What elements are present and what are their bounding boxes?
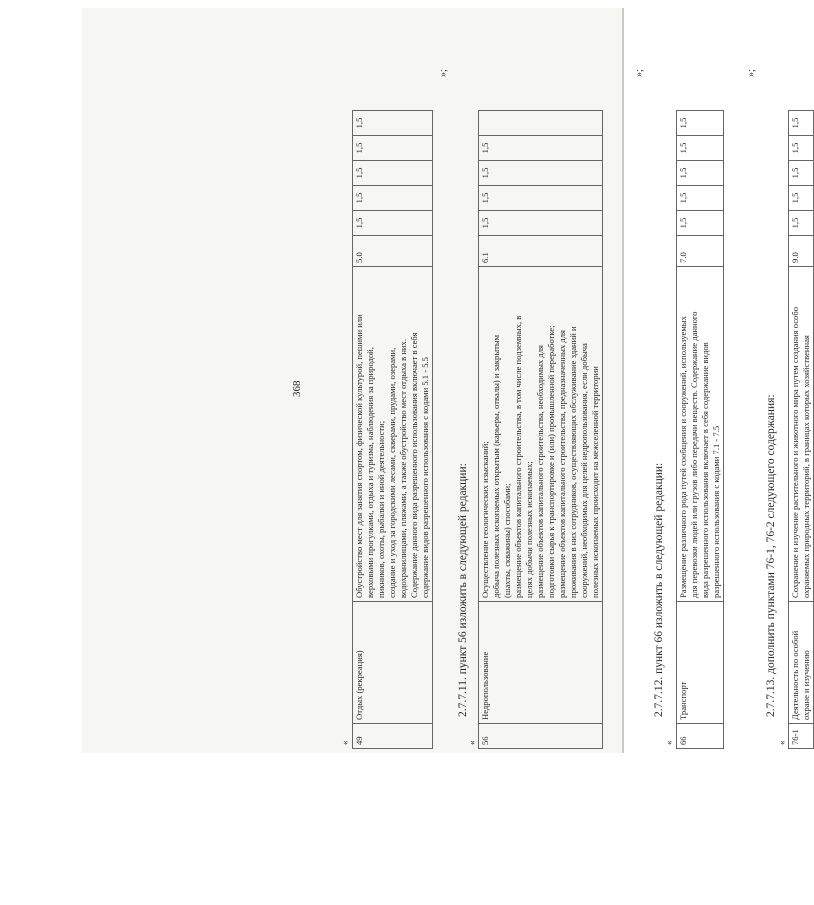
description-line: подготовки сырья к транспортировке и (или) промышленной переработке; xyxy=(546,325,556,598)
row-number: 66 xyxy=(677,724,724,749)
description-line: добыча полезных ископаемых открытым (карьеры, отвалы) и закрытым xyxy=(491,334,501,598)
description-line: верховыми прогулками, отдыха и туризма, наблюдения за природой, xyxy=(365,347,375,598)
use-type-code: 7.0 xyxy=(677,236,724,267)
description-line: создание и уход за городскими лесами, скверами, прудами, озерами, xyxy=(387,347,397,598)
use-type-name: Транспорт xyxy=(677,602,724,724)
row-number: 56 xyxy=(479,724,603,749)
use-type-description xyxy=(353,267,433,602)
close-quote: »; xyxy=(746,69,757,77)
close-quote: »; xyxy=(438,69,449,77)
description-line: вида разрешенного использования включает в себя содержание видов xyxy=(700,342,710,598)
row-number: 49 xyxy=(353,724,433,749)
coefficient-value: 1,5 xyxy=(789,186,814,211)
coefficient-value: 1,5 xyxy=(353,211,433,236)
use-type-code: 9.0 xyxy=(789,236,814,267)
description-line: Осуществление геологических изысканий; xyxy=(480,441,490,598)
description-line: Содержание данного вида разрешенного использования включает в себя xyxy=(409,332,419,598)
description-line: целях добычи полезных ископаемых; xyxy=(524,461,534,598)
table-row-56 xyxy=(478,110,603,749)
use-type-code: 6.1 xyxy=(479,236,603,267)
description-line: разрешенного использования с кодами 7.1 - 7.5 xyxy=(711,425,721,598)
open-quote: « xyxy=(664,740,674,745)
description-line: (шахты, скважины) способами; xyxy=(502,483,512,598)
table-row-49 xyxy=(352,110,433,749)
use-type-description xyxy=(479,267,603,602)
coefficient-value: 1,5 xyxy=(677,211,724,236)
table-row xyxy=(677,111,724,749)
coefficient-value: 1,5 xyxy=(353,186,433,211)
coefficient-value: 1,5 xyxy=(789,111,814,136)
coefficient-value: 1,5 xyxy=(789,211,814,236)
page-number: 368 xyxy=(291,380,303,397)
use-type-description xyxy=(789,267,814,602)
use-type-name: Деятельность по особой охране и изучению xyxy=(789,602,814,724)
coefficient-value: 1,5 xyxy=(789,161,814,186)
coefficient-value: 1,5 xyxy=(677,111,724,136)
coefficient-value: 1,5 xyxy=(479,161,603,186)
coefficient-empty xyxy=(479,111,603,136)
description-line: для перевозки людей или грузов либо передачи веществ. Содержание данного xyxy=(689,311,699,598)
use-type-name: Отдых (рекреация) xyxy=(353,602,433,724)
description-line: охраняемых природных территорий, в границах которых хозяйственная xyxy=(801,335,811,598)
rotated-document-content xyxy=(82,8,811,753)
coefficient-value: 1,5 xyxy=(479,136,603,161)
table-row xyxy=(479,111,603,749)
description-line: Сохранение и изучение растительного и животного мира путем создания особо xyxy=(790,306,800,598)
table-row xyxy=(353,111,433,749)
coefficient-value: 1,5 xyxy=(353,111,433,136)
table-row-76-1 xyxy=(788,110,814,749)
open-quote: « xyxy=(777,740,787,745)
open-quote: « xyxy=(340,740,350,745)
description-line: содержание видов разрешенного использования с кодами 5.1 - 5.5 xyxy=(420,357,430,598)
description-line: полезных ископаемых происходит на межселенной территории xyxy=(590,366,600,598)
use-type-code: 5.0 xyxy=(353,236,433,267)
coefficient-value: 1,5 xyxy=(353,161,433,186)
description-line: Размещение различного рода путей сообщения и сооружений, используемых xyxy=(678,316,688,598)
coefficient-value: 1,5 xyxy=(677,186,724,211)
coefficient-value: 1,5 xyxy=(479,186,603,211)
description-line: размещение объектов капитального строительства, в том числе подземных, в xyxy=(513,315,523,598)
description-line: пикников, охоты, рыбалки и иной деятельности; xyxy=(376,420,386,598)
section-heading-2-7-7-11: 2.7.7.11. пункт 56 изложить в следующей редакции: xyxy=(457,463,469,717)
use-type-name: Недропользование xyxy=(479,602,603,724)
coefficient-value: 1,5 xyxy=(479,211,603,236)
scanned-page xyxy=(82,8,811,753)
description-line: водохранилищами, пляжами, а также обустройство мест отдыха в них. xyxy=(398,339,408,598)
open-quote: « xyxy=(467,740,477,745)
description-line: размещение объектов капитального строительства, необходимых для xyxy=(535,345,545,598)
coefficient-value: 1,5 xyxy=(677,136,724,161)
table-row xyxy=(789,111,814,749)
coefficient-value: 1,5 xyxy=(677,161,724,186)
description-line: размещение объектов капитального строительства, предназначенных для xyxy=(557,330,567,598)
section-heading-2-7-7-12: 2.7.7.12. пункт 66 изложить в следующей редакции: xyxy=(653,462,665,717)
use-type-description xyxy=(677,267,724,602)
table-row-66 xyxy=(676,110,724,749)
description-line: Обустройство мест для занятия спортом, физической культурой, пешими или xyxy=(354,314,364,598)
coefficient-value: 1,5 xyxy=(353,136,433,161)
coefficient-value: 1,5 xyxy=(789,136,814,161)
row-number: 76-1 xyxy=(789,724,814,749)
close-quote: »; xyxy=(634,69,645,77)
description-line: сооружений, необходимых для целей недропользования, если добыча xyxy=(579,343,589,598)
description-line: проживания в них сотрудников, осуществляющих обслуживание зданий и xyxy=(568,326,578,598)
section-heading-2-7-7-13: 2.7.7.13. дополнить пунктами 76-1, 76-2 следующего содержания: xyxy=(765,394,777,717)
